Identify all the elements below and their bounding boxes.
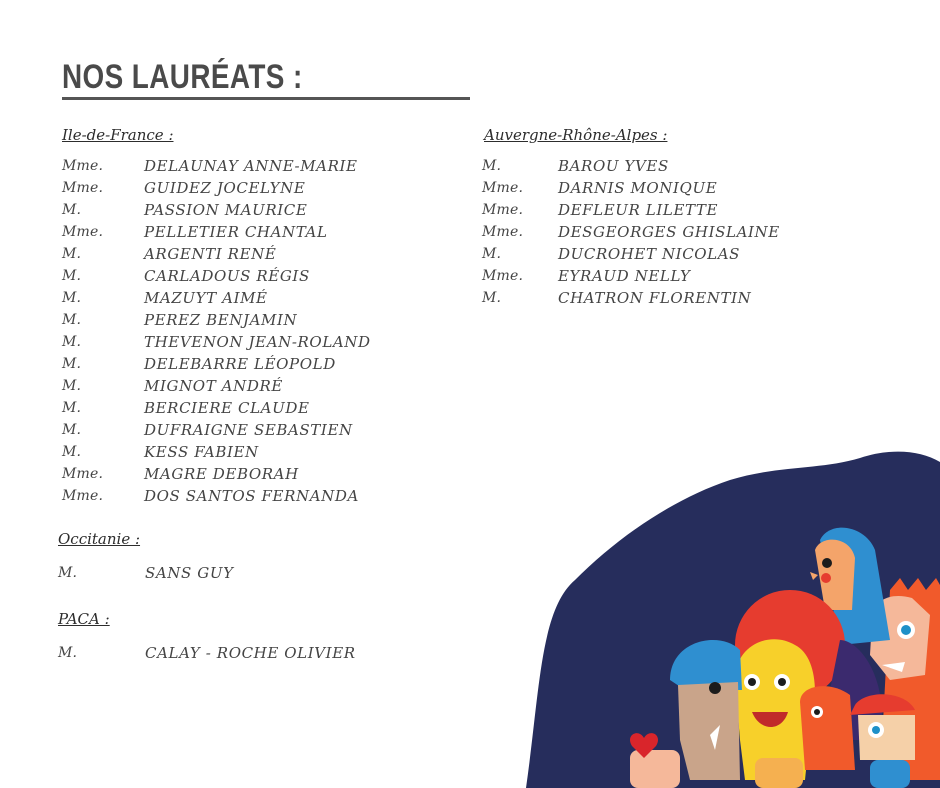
civility: M.	[62, 356, 82, 372]
list-item	[482, 155, 780, 177]
civility: Mme.	[62, 224, 104, 240]
heading-occitanie: Occitanie :	[58, 530, 141, 548]
laureate-name: SANS GUY	[145, 564, 234, 582]
heading-ile-de-france: Ile-de-France :	[62, 126, 174, 144]
civility: Mme.	[482, 180, 524, 196]
list-item	[482, 265, 780, 287]
list-item	[62, 419, 371, 441]
list-auvergne-rhone-alpes	[482, 155, 780, 309]
person-orange-small	[800, 686, 855, 770]
laureate-name: CHATRON FLORENTIN	[558, 289, 752, 307]
list-item	[482, 243, 780, 265]
civility: M.	[62, 246, 82, 262]
list-item	[62, 265, 371, 287]
list-item	[58, 562, 234, 584]
civility: M.	[62, 202, 82, 218]
list-item	[62, 177, 371, 199]
laureate-name: MAGRE DEBORAH	[144, 465, 299, 483]
laureate-name: MAZUYT AIMÉ	[144, 289, 268, 307]
laureate-name: DUFRAIGNE SEBASTIEN	[144, 421, 353, 439]
laureate-name: DUCROHET NICOLAS	[558, 245, 741, 263]
list-occitanie	[58, 562, 234, 584]
civility: Mme.	[62, 158, 104, 174]
list-item	[482, 177, 780, 199]
list-item	[62, 287, 371, 309]
civility: M.	[482, 158, 502, 174]
laureate-name: KESS FABIEN	[144, 443, 259, 461]
laureate-name: MIGNOT ANDRÉ	[144, 377, 283, 395]
laureate-name: GUIDEZ JOCELYNE	[144, 179, 306, 197]
list-item	[62, 485, 371, 507]
civility: Mme.	[482, 268, 524, 284]
page-title: NOS LAURÉATS :	[62, 58, 303, 96]
civility: M.	[482, 246, 502, 262]
civility: M.	[58, 565, 78, 581]
civility: M.	[62, 422, 82, 438]
laureate-name: PEREZ BENJAMIN	[144, 311, 298, 329]
laureate-name: ARGENTI RENÉ	[144, 245, 277, 263]
list-item	[482, 221, 780, 243]
civility: Mme.	[62, 180, 104, 196]
civility: M.	[482, 290, 502, 306]
list-item	[62, 375, 371, 397]
list-item	[62, 309, 371, 331]
list-item	[62, 221, 371, 243]
list-item	[62, 243, 371, 265]
laureate-name: BERCIERE CLAUDE	[144, 399, 310, 417]
list-item	[62, 463, 371, 485]
list-item	[482, 199, 780, 221]
crowd-illustration	[520, 440, 940, 788]
list-paca	[58, 642, 356, 664]
list-item	[62, 353, 371, 375]
laureate-name: DELAUNAY ANNE-MARIE	[144, 157, 358, 175]
laureate-name: THEVENON JEAN-ROLAND	[144, 333, 371, 351]
list-item	[58, 642, 356, 664]
civility: M.	[62, 378, 82, 394]
civility: Mme.	[62, 488, 104, 504]
heading-paca: PACA :	[58, 610, 110, 628]
laureate-name: PASSION MAURICE	[144, 201, 308, 219]
laureate-name: DARNIS MONIQUE	[558, 179, 718, 197]
laureate-name: DEFLEUR LILETTE	[558, 201, 719, 219]
laureate-name: DELEBARRE LÉOPOLD	[144, 355, 336, 373]
civility: M.	[62, 400, 82, 416]
laureate-name: CARLADOUS RÉGIS	[144, 267, 310, 285]
civility: M.	[62, 444, 82, 460]
civility: M.	[62, 268, 82, 284]
laureate-name: PELLETIER CHANTAL	[144, 223, 328, 241]
list-item	[62, 199, 371, 221]
laureate-name: BAROU YVES	[558, 157, 669, 175]
title-underline	[62, 97, 470, 100]
civility: M.	[58, 645, 78, 661]
list-item	[482, 287, 780, 309]
list-item	[62, 441, 371, 463]
laureate-name: DESGEORGES GHISLAINE	[558, 223, 780, 241]
laureate-name: CALAY - ROCHE OLIVIER	[145, 644, 356, 662]
civility: M.	[62, 312, 82, 328]
civility: Mme.	[62, 466, 104, 482]
civility: M.	[62, 290, 82, 306]
list-item	[62, 397, 371, 419]
civility: Mme.	[482, 202, 524, 218]
list-item	[62, 331, 371, 353]
list-ile-de-france	[62, 155, 371, 507]
list-item	[62, 155, 371, 177]
laureate-name: EYRAUD NELLY	[558, 267, 691, 285]
heading-auvergne-rhone-alpes: Auvergne-Rhône-Alpes :	[484, 126, 668, 144]
person-red-cap	[850, 694, 915, 760]
civility: Mme.	[482, 224, 524, 240]
laureate-name: DOS SANTOS FERNANDA	[144, 487, 359, 505]
civility: M.	[62, 334, 82, 350]
